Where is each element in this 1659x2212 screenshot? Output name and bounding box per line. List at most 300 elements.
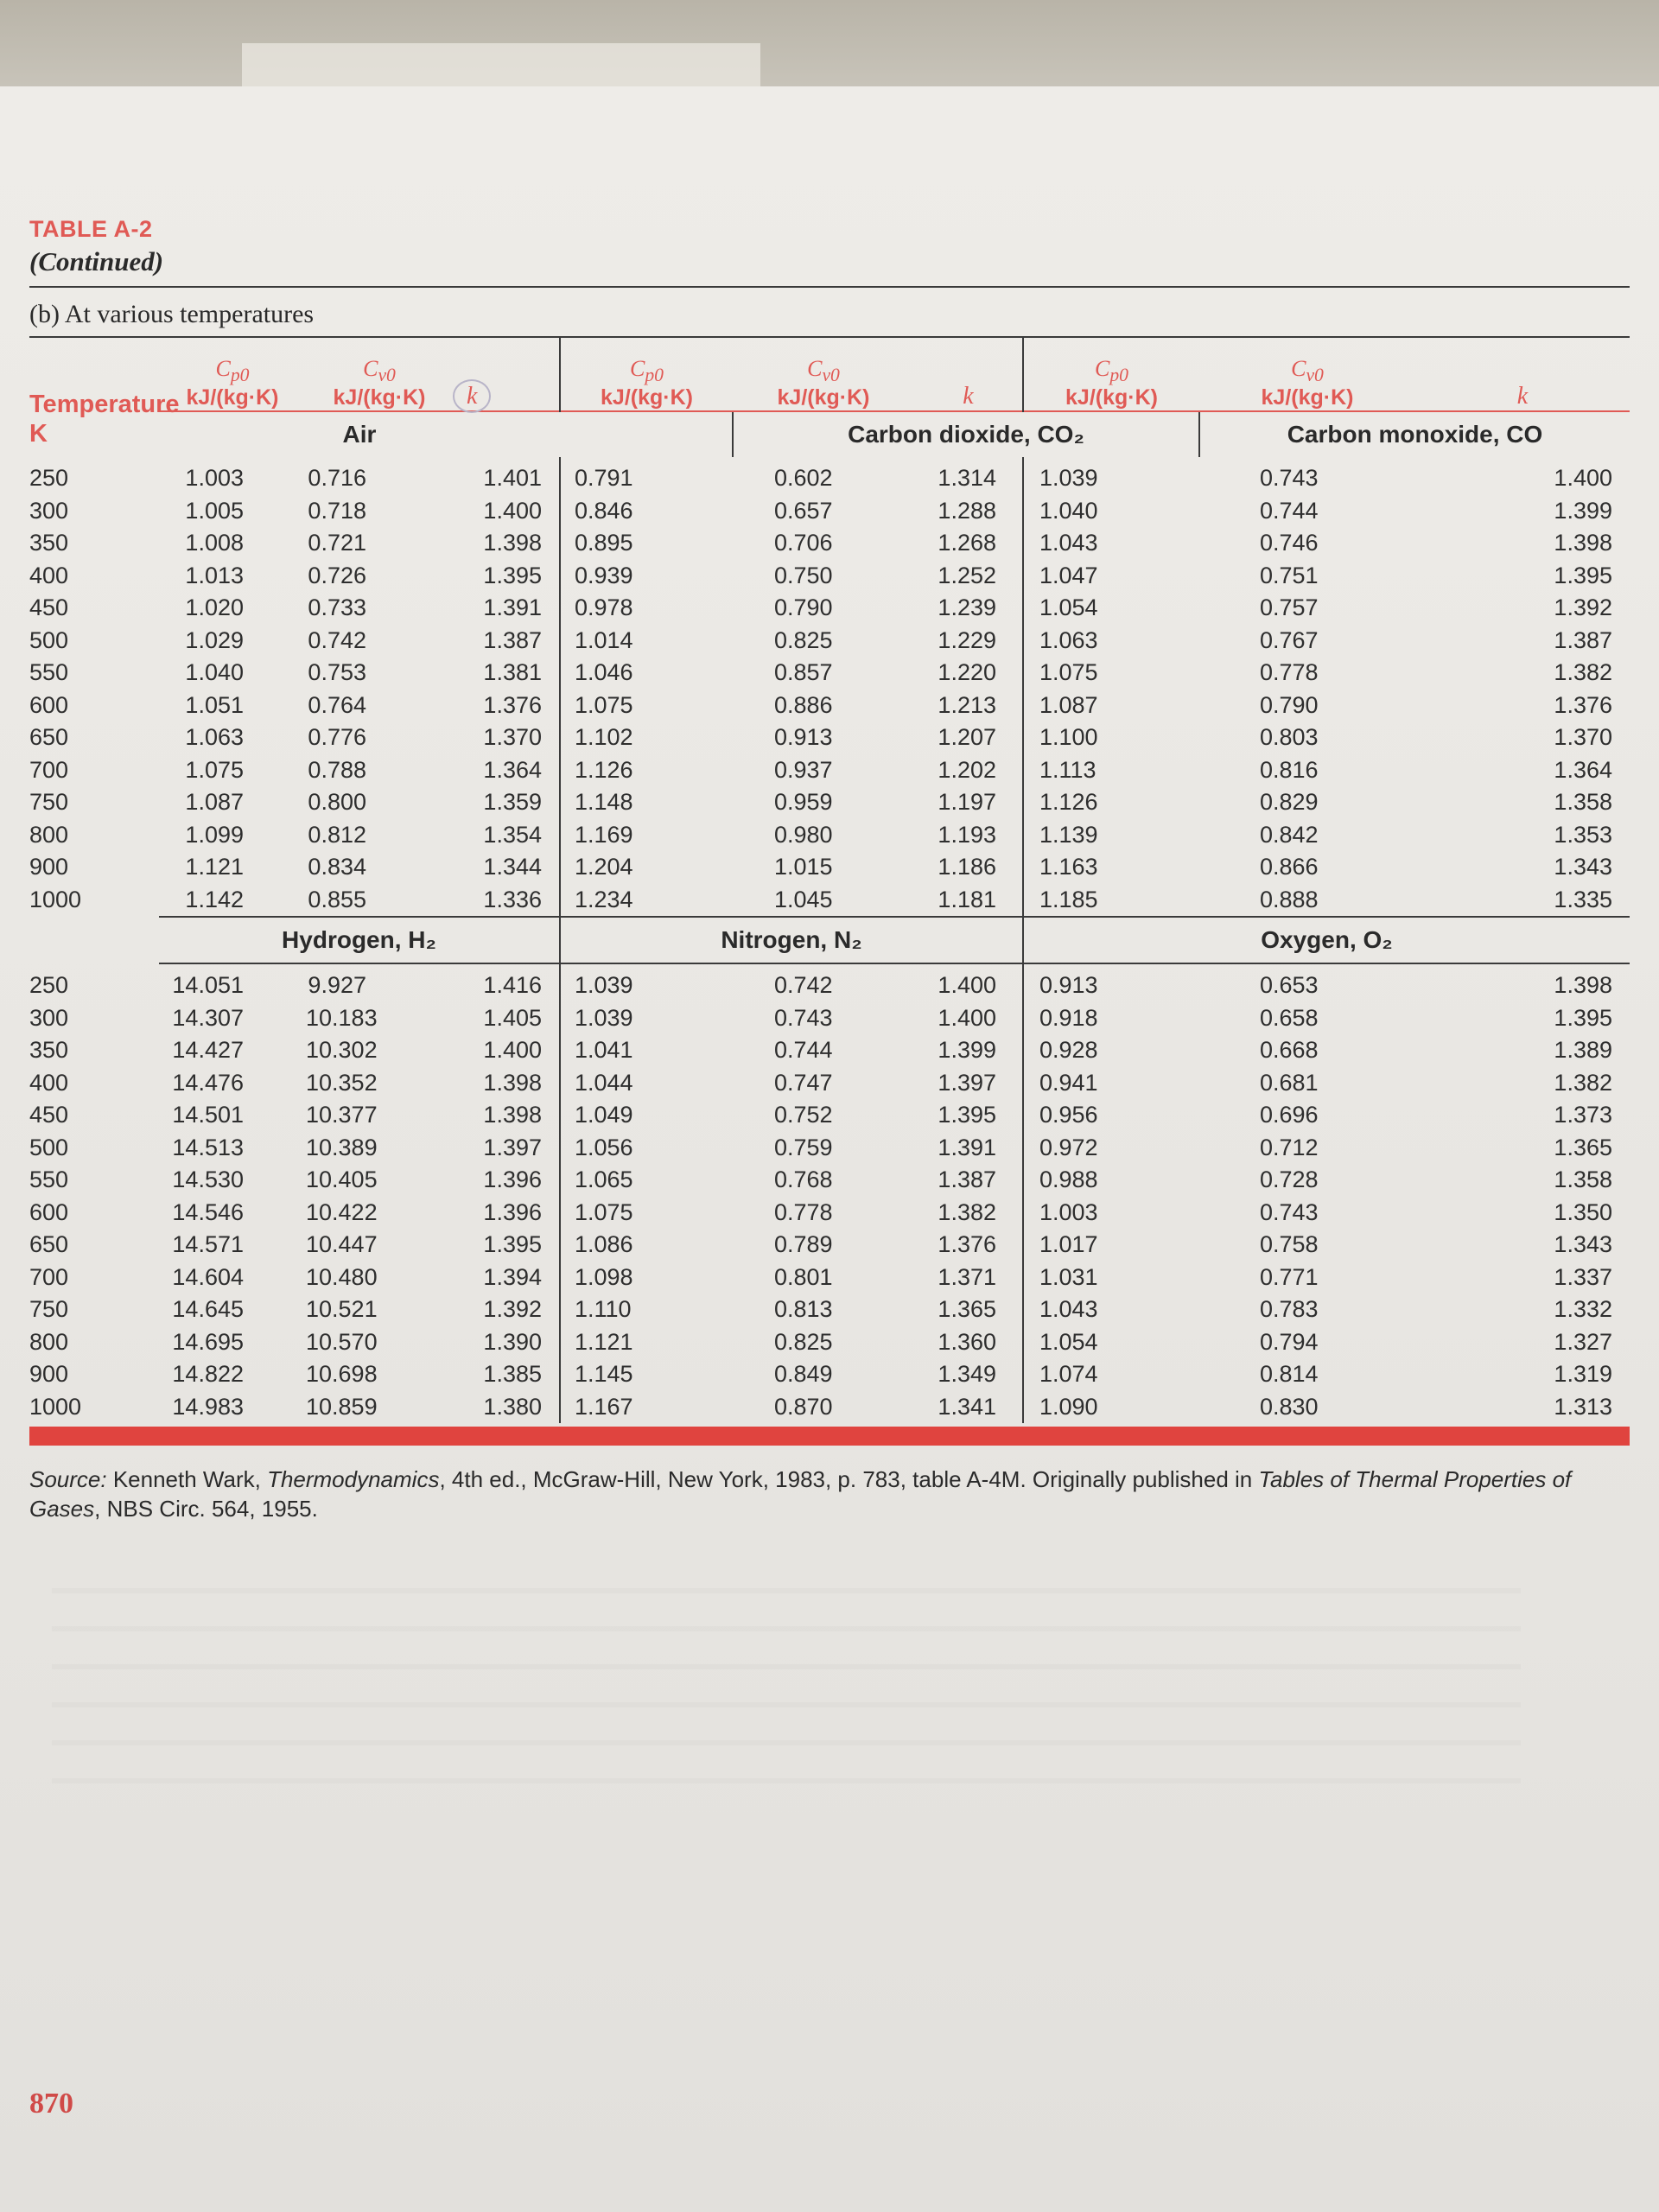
value-cell: 1.239 [938, 594, 996, 621]
table-row [29, 657, 1630, 690]
value-cell: 0.886 [774, 691, 833, 718]
value-cell: 1.401 [483, 465, 542, 492]
value-cell: 1.074 [1023, 1358, 1199, 1391]
temperature-cell: 600 [29, 1198, 69, 1225]
value-cell: 0.937 [774, 756, 833, 783]
value-cell: 1.380 [483, 1393, 542, 1420]
value-cell: 14.695 [172, 1328, 244, 1355]
property-table [29, 336, 1630, 1423]
value-cell: 0.842 [1260, 821, 1319, 848]
value-cell: 0.759 [774, 1134, 833, 1160]
temperature-unit: K [29, 420, 48, 448]
temperature-cell: 1000 [29, 887, 82, 913]
value-cell: 0.913 [774, 724, 833, 751]
value-cell: 1.086 [560, 1229, 733, 1262]
value-cell: 1.008 [185, 530, 244, 556]
value-cell: 10.352 [306, 1069, 378, 1096]
value-cell: 1.220 [938, 659, 996, 686]
value-cell: 1.396 [483, 1198, 542, 1225]
value-cell: 0.744 [774, 1037, 833, 1064]
value-cell: 1.392 [1554, 594, 1612, 621]
value-cell: 1.065 [560, 1164, 733, 1197]
value-cell: 1.054 [1023, 1326, 1199, 1359]
value-cell: 0.825 [774, 626, 833, 653]
value-cell: 1.102 [560, 721, 733, 754]
value-cell: 0.980 [774, 821, 833, 848]
temperature-cell: 350 [29, 530, 69, 556]
value-cell: 1.327 [1554, 1328, 1612, 1355]
value-cell: 1.005 [185, 497, 244, 524]
value-cell: 14.604 [172, 1263, 244, 1290]
value-cell: 1.387 [1554, 626, 1612, 653]
value-cell: 0.728 [1260, 1166, 1319, 1193]
value-cell: 1.376 [483, 691, 542, 718]
value-cell: 0.959 [774, 789, 833, 816]
value-cell: 1.398 [1554, 530, 1612, 556]
value-cell: 1.054 [1023, 592, 1199, 625]
table-row [29, 1358, 1630, 1391]
value-cell: 10.389 [306, 1134, 378, 1160]
value-cell: 1.031 [1023, 1262, 1199, 1294]
value-cell: 0.813 [774, 1296, 833, 1323]
value-cell: 0.718 [308, 497, 366, 524]
value-cell: 0.978 [560, 592, 733, 625]
table-number: TABLE A-2 [29, 216, 153, 242]
upper-data-body [29, 457, 1630, 917]
value-cell: 1.332 [1554, 1296, 1612, 1323]
value-cell: 0.712 [1260, 1134, 1319, 1160]
value-cell: 1.319 [1554, 1361, 1612, 1388]
value-cell: 10.698 [306, 1361, 378, 1388]
value-cell: 1.398 [483, 1102, 542, 1128]
value-cell: 0.801 [774, 1263, 833, 1290]
value-cell: 1.014 [560, 625, 733, 658]
value-cell: 1.314 [938, 465, 996, 492]
value-cell: 1.337 [1554, 1263, 1612, 1290]
temperature-cell: 400 [29, 562, 69, 588]
value-cell: 0.696 [1260, 1102, 1319, 1128]
value-cell: 0.829 [1260, 789, 1319, 816]
table-row [29, 884, 1630, 918]
value-cell: 1.360 [938, 1328, 996, 1355]
value-cell: 0.681 [1260, 1069, 1319, 1096]
value-cell: 10.521 [306, 1296, 378, 1323]
co-cp-header: $C_{p0}$ kJ/(kg·K) [1023, 338, 1199, 411]
value-cell: 1.365 [938, 1296, 996, 1323]
value-cell: 10.377 [306, 1102, 378, 1128]
gas-co2: Carbon dioxide, CO₂ [733, 411, 1199, 457]
table-row [29, 560, 1630, 593]
value-cell: 1.087 [1023, 690, 1199, 722]
value-cell: 1.063 [185, 724, 244, 751]
temperature-cell: 700 [29, 1263, 69, 1290]
value-cell: 0.767 [1260, 626, 1319, 653]
value-cell: 1.185 [1023, 884, 1199, 918]
value-cell: 1.029 [185, 626, 244, 653]
value-cell: 14.983 [172, 1393, 244, 1420]
value-cell: 1.335 [1554, 886, 1612, 912]
value-cell: 1.350 [1554, 1198, 1612, 1225]
value-cell: 1.139 [1023, 819, 1199, 852]
value-cell: 1.387 [483, 626, 542, 653]
table-row [29, 457, 1630, 495]
value-cell: 1.405 [483, 1004, 542, 1031]
value-cell: 1.197 [938, 789, 996, 816]
value-cell: 1.400 [1554, 465, 1612, 492]
value-cell: 0.768 [774, 1166, 833, 1193]
temperature-cell: 800 [29, 821, 69, 848]
value-cell: 1.353 [1554, 821, 1612, 848]
value-cell: 0.758 [1260, 1231, 1319, 1258]
value-cell: 1.400 [483, 497, 542, 524]
table-row [29, 1197, 1630, 1230]
table-row [29, 819, 1630, 852]
value-cell: 1.395 [1554, 1004, 1612, 1031]
value-cell: 0.753 [308, 659, 366, 686]
lower-data-body [29, 963, 1630, 1423]
value-cell: 10.859 [306, 1393, 378, 1420]
temperature-cell: 250 [29, 971, 69, 998]
value-cell: 1.288 [938, 497, 996, 524]
value-cell: 1.416 [483, 972, 542, 999]
source-book: Thermodynamics [267, 1466, 440, 1492]
value-cell: 0.726 [308, 562, 366, 588]
value-cell: 1.399 [1554, 497, 1612, 524]
value-cell: 1.385 [483, 1361, 542, 1388]
temperature-header [29, 338, 180, 457]
table-row [29, 786, 1630, 819]
value-cell: 0.790 [774, 594, 833, 621]
table-row [29, 1391, 1630, 1424]
value-cell: 0.857 [774, 659, 833, 686]
value-cell: 1.039 [560, 1002, 733, 1035]
co2-cp-header: $C_{p0}$ kJ/(kg·K) [560, 338, 733, 411]
value-cell: 1.394 [483, 1263, 542, 1290]
temperature-cell: 450 [29, 1102, 69, 1128]
table-row [29, 1099, 1630, 1132]
value-cell: 1.090 [1023, 1391, 1199, 1424]
table-row [29, 690, 1630, 722]
table-row [29, 1326, 1630, 1359]
value-cell: 0.776 [308, 724, 366, 751]
value-cell: 1.142 [185, 886, 244, 912]
value-cell: 0.783 [1260, 1296, 1319, 1323]
value-cell: 1.392 [483, 1296, 542, 1323]
value-cell: 1.163 [1023, 851, 1199, 884]
value-cell: 1.344 [483, 854, 542, 880]
value-cell: 1.186 [938, 854, 996, 880]
subtitle-text: At various temperatures [64, 300, 315, 328]
air-k-header [453, 338, 560, 411]
value-cell: 0.668 [1260, 1037, 1319, 1064]
source-label: Source: [29, 1466, 107, 1492]
value-cell: 14.530 [172, 1166, 244, 1193]
gas-o2: Oxygen, O₂ [1023, 917, 1630, 963]
value-cell: 1.202 [938, 756, 996, 783]
value-cell: 10.480 [306, 1263, 378, 1290]
value-cell: 1.371 [938, 1263, 996, 1290]
value-cell: 1.040 [185, 659, 244, 686]
value-cell: 14.427 [172, 1037, 244, 1064]
value-cell: 0.939 [560, 560, 733, 593]
value-cell: 0.941 [1023, 1067, 1199, 1100]
table-row [29, 592, 1630, 625]
value-cell: 1.364 [1554, 756, 1612, 783]
value-cell: 10.405 [306, 1166, 378, 1193]
value-cell: 1.167 [560, 1391, 733, 1424]
bleed-through-text [52, 1555, 1521, 1815]
value-cell: 1.126 [560, 754, 733, 787]
table-row [29, 1132, 1630, 1165]
value-cell: 0.830 [1260, 1393, 1319, 1420]
value-cell: 1.003 [185, 465, 244, 492]
value-cell: 0.751 [1260, 562, 1319, 588]
value-cell: 1.148 [560, 786, 733, 819]
value-cell: 0.746 [1260, 530, 1319, 556]
value-cell: 0.657 [774, 497, 833, 524]
temperature-cell: 400 [29, 1069, 69, 1096]
temperature-cell: 300 [29, 1004, 69, 1031]
page-number: 870 [29, 2088, 73, 2120]
value-cell: 14.307 [172, 1004, 244, 1031]
value-cell: 1.370 [1554, 724, 1612, 751]
temperature-cell: 500 [29, 1134, 69, 1160]
table-row [29, 721, 1630, 754]
value-cell: 1.359 [483, 789, 542, 816]
value-cell: 1.341 [938, 1393, 996, 1420]
table-row [29, 1067, 1630, 1100]
value-cell: 0.778 [774, 1198, 833, 1225]
value-cell: 0.988 [1023, 1164, 1199, 1197]
temperature-cell: 500 [29, 626, 69, 653]
value-cell: 0.744 [1260, 497, 1319, 524]
value-cell: 1.099 [185, 821, 244, 848]
temperature-cell: 550 [29, 1166, 69, 1193]
value-cell: 0.800 [308, 789, 366, 816]
value-cell: 0.658 [1260, 1004, 1319, 1031]
temperature-cell: 750 [29, 789, 69, 816]
table-row [29, 495, 1630, 528]
value-cell: 0.791 [560, 457, 733, 495]
value-cell: 0.895 [560, 527, 733, 560]
value-cell: 1.343 [1554, 854, 1612, 880]
temperature-cell: 900 [29, 1361, 69, 1388]
source-publication: Tables of Thermal Properties of Gases [29, 1466, 1572, 1522]
value-cell: 1.400 [483, 1037, 542, 1064]
value-cell: 0.870 [774, 1393, 833, 1420]
value-cell: 14.822 [172, 1361, 244, 1388]
table-row [29, 1164, 1630, 1197]
value-cell: 1.391 [483, 594, 542, 621]
table-row [29, 754, 1630, 787]
value-cell: 1.390 [483, 1328, 542, 1355]
value-cell: 0.747 [774, 1069, 833, 1096]
column-header-row [29, 338, 1630, 411]
co2-k-header: k [963, 383, 974, 410]
value-cell: 14.546 [172, 1198, 244, 1225]
value-cell: 0.653 [1260, 972, 1319, 999]
value-cell: 1.017 [1023, 1229, 1199, 1262]
value-cell: 0.855 [308, 886, 366, 912]
value-cell: 1.020 [185, 594, 244, 621]
value-cell: 1.268 [938, 530, 996, 556]
gas-n2: Nitrogen, N₂ [560, 917, 1023, 963]
value-cell: 0.825 [774, 1328, 833, 1355]
value-cell: 1.400 [938, 972, 996, 999]
value-cell: 0.602 [774, 465, 833, 492]
co-cv-header: $C_{v0}$ kJ/(kg·K) [1261, 355, 1354, 410]
value-cell: 1.169 [560, 819, 733, 852]
value-cell: 0.706 [774, 530, 833, 556]
temperature-cell: 300 [29, 497, 69, 524]
upper-gas-row [29, 411, 1630, 457]
red-footer-bar [29, 1427, 1630, 1446]
table-row [29, 527, 1630, 560]
temperature-cell: 650 [29, 724, 69, 751]
value-cell: 1.126 [1023, 786, 1199, 819]
table-content [29, 216, 1630, 1523]
value-cell: 1.364 [483, 756, 542, 783]
value-cell: 0.752 [774, 1102, 833, 1128]
value-cell: 1.041 [560, 1034, 733, 1067]
value-cell: 0.788 [308, 756, 366, 783]
value-cell: 1.075 [1023, 657, 1199, 690]
temperature-cell: 750 [29, 1296, 69, 1323]
title-rule [29, 286, 1630, 288]
value-cell: 1.100 [1023, 721, 1199, 754]
value-cell: 1.395 [483, 562, 542, 588]
table-subtitle [29, 300, 1630, 331]
value-cell: 1.398 [483, 1069, 542, 1096]
temperature-cell: 350 [29, 1037, 69, 1064]
value-cell: 0.816 [1260, 756, 1319, 783]
value-cell: 1.046 [560, 657, 733, 690]
value-cell: 1.399 [938, 1037, 996, 1064]
value-cell: 0.742 [774, 972, 833, 999]
value-cell: 0.750 [774, 562, 833, 588]
temperature-cell: 250 [29, 465, 69, 492]
value-cell: 14.571 [172, 1231, 244, 1258]
value-cell: 1.113 [1023, 754, 1199, 787]
table-row [29, 1034, 1630, 1067]
value-cell: 0.778 [1260, 659, 1319, 686]
value-cell: 1.039 [1023, 457, 1199, 495]
value-cell: 1.063 [1023, 625, 1199, 658]
value-cell: 1.098 [560, 1262, 733, 1294]
value-cell: 1.043 [1023, 527, 1199, 560]
value-cell: 1.376 [1554, 691, 1612, 718]
value-cell: 1.145 [560, 1358, 733, 1391]
value-cell: 1.252 [938, 562, 996, 588]
value-cell: 1.365 [1554, 1134, 1612, 1160]
table-row [29, 1294, 1630, 1326]
value-cell: 1.229 [938, 626, 996, 653]
temperature-cell: 650 [29, 1231, 69, 1258]
value-cell: 0.716 [308, 465, 366, 492]
value-cell: 10.302 [306, 1037, 378, 1064]
value-cell: 1.382 [1554, 1069, 1612, 1096]
value-cell: 0.743 [1260, 1198, 1319, 1225]
table-row [29, 851, 1630, 884]
gas-co: Carbon monoxide, CO [1199, 411, 1630, 457]
value-cell: 1.391 [938, 1134, 996, 1160]
value-cell: 1.358 [1554, 789, 1612, 816]
value-cell: 0.888 [1260, 886, 1319, 912]
value-cell: 1.398 [483, 530, 542, 556]
circled-k: k [453, 379, 491, 413]
temperature-cell: 450 [29, 594, 69, 621]
value-cell: 0.812 [308, 821, 366, 848]
value-cell: 1.087 [185, 789, 244, 816]
value-cell: 1.013 [185, 562, 244, 588]
value-cell: 0.757 [1260, 594, 1319, 621]
air-cv-header: $C_{v0}$ kJ/(kg·K) [333, 355, 426, 410]
value-cell: 1.051 [185, 691, 244, 718]
source-note: Source: Kenneth Wark, Thermodynamics, 4th ed., McGraw-Hill, New York, 1983, p. 783, table A-4M. Originally published in Tables of Thermal Properties of Gases, NBS Circ. 564, 1955. [29, 1466, 1572, 1522]
temperature-cell: 700 [29, 756, 69, 783]
table-row [29, 625, 1630, 658]
value-cell: 9.927 [308, 972, 366, 999]
value-cell: 10.183 [306, 1004, 378, 1031]
lower-gas-row [29, 917, 1630, 963]
value-cell: 1.395 [938, 1102, 996, 1128]
value-cell: 0.721 [308, 530, 366, 556]
value-cell: 10.570 [306, 1328, 378, 1355]
value-cell: 1.349 [938, 1361, 996, 1388]
value-cell: 1.044 [560, 1067, 733, 1100]
value-cell: 14.513 [172, 1134, 244, 1160]
value-cell: 1.397 [483, 1134, 542, 1160]
value-cell: 1.047 [1023, 560, 1199, 593]
value-cell: 1.039 [560, 963, 733, 1002]
value-cell: 0.913 [1023, 963, 1199, 1002]
value-cell: 1.110 [560, 1294, 733, 1326]
value-cell: 1.381 [483, 659, 542, 686]
value-cell: 1.181 [938, 886, 996, 912]
value-cell: 1.395 [483, 1231, 542, 1258]
value-cell: 1.376 [938, 1231, 996, 1258]
value-cell: 1.358 [1554, 1166, 1612, 1193]
value-cell: 1.354 [483, 821, 542, 848]
temperature-cell: 550 [29, 659, 69, 686]
value-cell: 1.075 [560, 690, 733, 722]
value-cell: 0.743 [1260, 465, 1319, 492]
value-cell: 1.387 [938, 1166, 996, 1193]
temperature-cell: 800 [29, 1328, 69, 1355]
value-cell: 1.370 [483, 724, 542, 751]
value-cell: 1.395 [1554, 562, 1612, 588]
value-cell: 1.400 [938, 1004, 996, 1031]
value-cell: 0.866 [1260, 854, 1319, 880]
value-cell: 0.814 [1260, 1361, 1319, 1388]
gas-h2: Hydrogen, H₂ [159, 917, 560, 963]
value-cell: 0.733 [308, 594, 366, 621]
value-cell: 0.742 [308, 626, 366, 653]
value-cell: 1.193 [938, 821, 996, 848]
value-cell: 14.476 [172, 1069, 244, 1096]
air-cp-header: $C_{p0}$ kJ/(kg·K) [186, 355, 279, 410]
value-cell: 1.003 [1023, 1197, 1199, 1230]
table-row [29, 1262, 1630, 1294]
value-cell: 0.956 [1023, 1099, 1199, 1132]
value-cell: 0.834 [308, 854, 366, 880]
value-cell: 10.422 [306, 1198, 378, 1225]
value-cell: 1.075 [185, 756, 244, 783]
value-cell: 0.764 [308, 691, 366, 718]
value-cell: 0.846 [560, 495, 733, 528]
value-cell: 14.051 [172, 972, 244, 999]
temperature-cell: 1000 [29, 1393, 82, 1420]
